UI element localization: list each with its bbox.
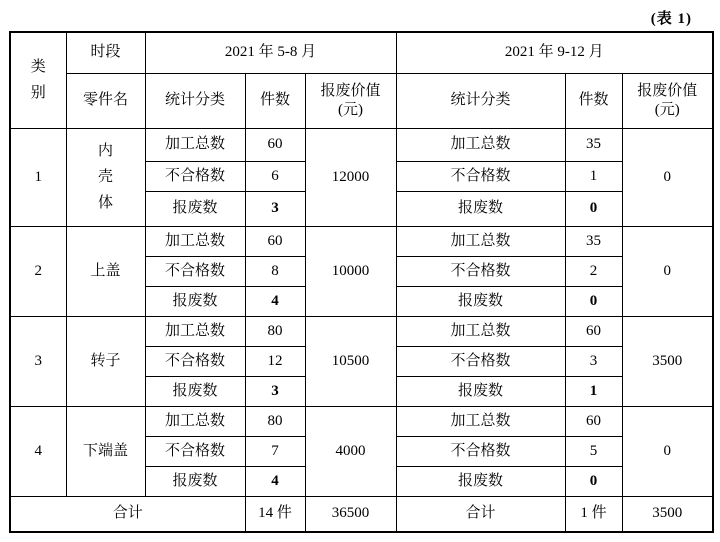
part-name bbox=[66, 128, 145, 226]
header-count-cell-p2: 件数 bbox=[565, 73, 622, 128]
stat-value-scrap: 0 bbox=[565, 466, 622, 496]
scrap-statistics-table bbox=[9, 31, 714, 533]
stat-value-scrap: 0 bbox=[565, 286, 622, 316]
stat-label: 报废数 bbox=[396, 466, 565, 496]
stat-value-scrap: 4 bbox=[245, 466, 305, 496]
header-category-label: 类别 bbox=[30, 59, 46, 102]
scrap-value: 0 bbox=[622, 226, 713, 316]
stat-value: 35 bbox=[565, 128, 622, 161]
header-scrap-value-cell-p2 bbox=[622, 73, 713, 128]
header-period1-cell: 2021 年 5-8 月 bbox=[145, 32, 396, 73]
stat-value: 35 bbox=[565, 226, 622, 256]
header-stat-class-cell-p2: 统计分类 bbox=[396, 73, 565, 128]
stat-value: 5 bbox=[565, 436, 622, 466]
category-number: 2 bbox=[10, 226, 66, 316]
total-label-p1: 合计 bbox=[10, 496, 245, 532]
stat-label: 不合格数 bbox=[145, 256, 245, 286]
stat-label: 加工总数 bbox=[145, 316, 245, 346]
stat-label: 加工总数 bbox=[145, 406, 245, 436]
stat-label: 不合格数 bbox=[145, 436, 245, 466]
header-period2-cell: 2021 年 9-12 月 bbox=[396, 32, 713, 73]
header-scrap-value-cell-p1 bbox=[305, 73, 396, 128]
stat-value: 80 bbox=[245, 316, 305, 346]
stat-label: 报废数 bbox=[145, 466, 245, 496]
table-caption: (表 1) bbox=[650, 11, 692, 27]
header-scrap-value-unit-p1: (元) bbox=[338, 101, 363, 118]
stat-value-scrap: 3 bbox=[245, 191, 305, 226]
stat-value: 8 bbox=[245, 256, 305, 286]
total-label-p2: 合计 bbox=[396, 496, 565, 532]
stat-value: 7 bbox=[245, 436, 305, 466]
header-stat-class-cell-p1: 统计分类 bbox=[145, 73, 245, 128]
scrap-value: 0 bbox=[622, 406, 713, 496]
total-value-p2: 3500 bbox=[622, 496, 713, 532]
part-name-text: 内壳体 bbox=[97, 142, 113, 212]
header-scrap-value-unit-p2: (元) bbox=[654, 101, 680, 118]
scrap-value: 10000 bbox=[305, 226, 396, 316]
header-part-name-cell: 零件名 bbox=[66, 73, 145, 128]
stat-label: 加工总数 bbox=[396, 226, 565, 256]
stat-label: 加工总数 bbox=[396, 406, 565, 436]
stat-value: 3 bbox=[565, 346, 622, 376]
stat-value-scrap: 4 bbox=[245, 286, 305, 316]
stat-value: 12 bbox=[245, 346, 305, 376]
stat-value-scrap: 0 bbox=[565, 191, 622, 226]
stat-label: 加工总数 bbox=[145, 128, 245, 161]
header-scrap-value-label-p1: 报废价值 bbox=[320, 82, 381, 99]
stat-value-scrap: 1 bbox=[565, 376, 622, 406]
header-category-cell bbox=[10, 32, 66, 128]
total-count-p2: 1 件 bbox=[565, 496, 622, 532]
header-scrap-value-label-p2: 报废价值 bbox=[637, 82, 698, 99]
scrap-value: 10500 bbox=[305, 316, 396, 406]
table-row bbox=[10, 128, 713, 161]
header-period-cell: 时段 bbox=[66, 32, 145, 73]
stat-label: 报废数 bbox=[145, 376, 245, 406]
stat-value: 60 bbox=[245, 128, 305, 161]
stat-label: 报废数 bbox=[396, 376, 565, 406]
total-count-p1: 14 件 bbox=[245, 496, 305, 532]
scrap-value: 12000 bbox=[305, 128, 396, 226]
stat-label: 加工总数 bbox=[396, 316, 565, 346]
stat-value: 60 bbox=[245, 226, 305, 256]
stat-label: 报废数 bbox=[145, 286, 245, 316]
stat-label: 加工总数 bbox=[145, 226, 245, 256]
stat-value-scrap: 3 bbox=[245, 376, 305, 406]
table-row bbox=[10, 316, 713, 346]
header-count-cell-p1: 件数 bbox=[245, 73, 305, 128]
category-number: 4 bbox=[10, 406, 66, 496]
category-number: 1 bbox=[10, 128, 66, 226]
stat-label: 报废数 bbox=[396, 191, 565, 226]
stat-label: 不合格数 bbox=[396, 346, 565, 376]
stat-value: 1 bbox=[565, 161, 622, 191]
table-row bbox=[10, 406, 713, 436]
stat-label: 不合格数 bbox=[145, 161, 245, 191]
stat-value: 80 bbox=[245, 406, 305, 436]
part-name: 转子 bbox=[66, 316, 145, 406]
stat-value: 6 bbox=[245, 161, 305, 191]
stat-label: 不合格数 bbox=[396, 436, 565, 466]
scrap-value: 3500 bbox=[622, 316, 713, 406]
header-row-2 bbox=[10, 73, 713, 128]
total-row bbox=[10, 496, 713, 532]
part-name: 上盖 bbox=[66, 226, 145, 316]
part-name: 下端盖 bbox=[66, 406, 145, 496]
stat-label: 加工总数 bbox=[396, 128, 565, 161]
stat-label: 不合格数 bbox=[145, 346, 245, 376]
category-number: 3 bbox=[10, 316, 66, 406]
stat-value: 60 bbox=[565, 316, 622, 346]
stat-label: 不合格数 bbox=[396, 256, 565, 286]
stat-label: 报废数 bbox=[396, 286, 565, 316]
header-row-1 bbox=[10, 32, 713, 73]
table-row bbox=[10, 226, 713, 256]
stat-label: 报废数 bbox=[145, 191, 245, 226]
stat-value: 60 bbox=[565, 406, 622, 436]
scrap-value: 0 bbox=[622, 128, 713, 226]
stat-value: 2 bbox=[565, 256, 622, 286]
total-value-p1: 36500 bbox=[305, 496, 396, 532]
stat-label: 不合格数 bbox=[396, 161, 565, 191]
scrap-value: 4000 bbox=[305, 406, 396, 496]
